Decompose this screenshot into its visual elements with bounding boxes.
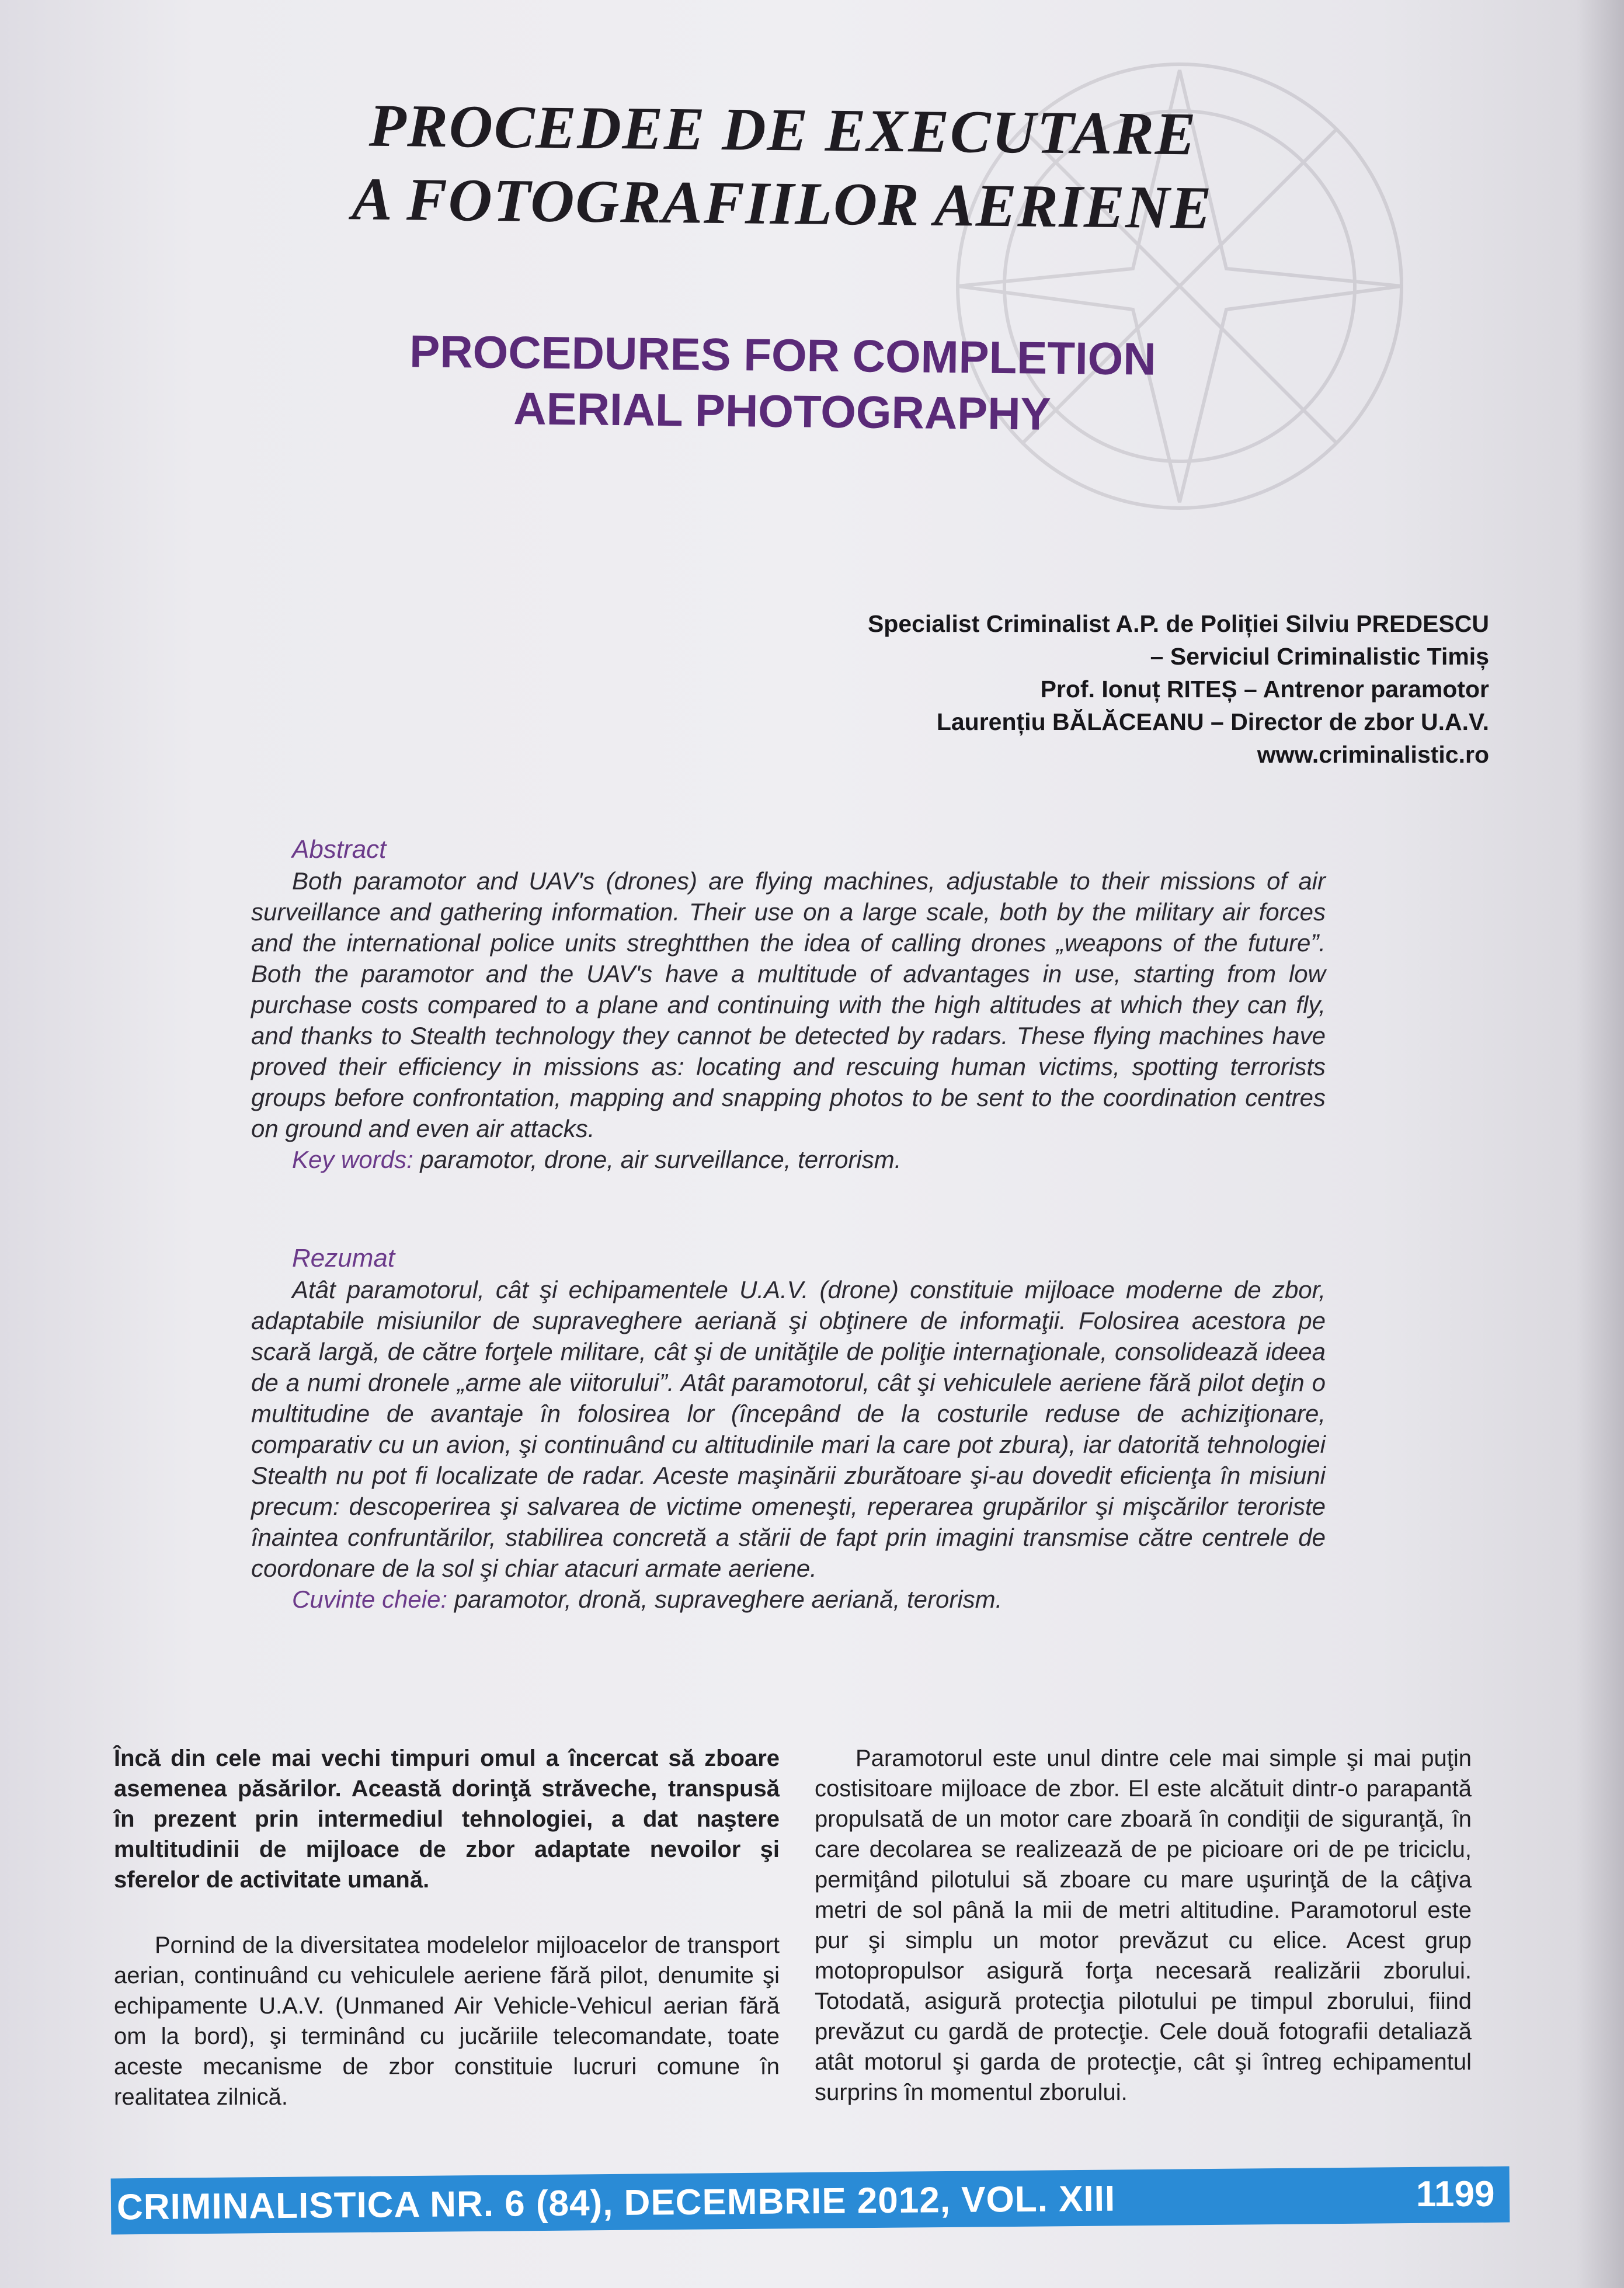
abstract-keywords-text: paramotor, drone, air surveillance, terrorism.	[413, 1146, 902, 1173]
intro-lead-paragraph: Încă din cele mai vechi timpuri omul a încercat să zboare asemenea păsărilor. Această dorinţă străveche, transpusă în prezent prin intermediul tehnologiei, a dat naştere multitudinii de mijloace de zbor adaptate nevoilor şi sferelor de activitate umană.	[114, 1745, 780, 1893]
rezumat-keywords-label: Cuvinte cheie:	[292, 1585, 448, 1613]
left-column	[114, 1743, 780, 2112]
right-paragraph: Paramotorul este unul dintre cele mai simple şi mai puţin costisitoare mijloace de zbor. El este alcătuit dintr-o parapantă propulsată de un motor care zboară în condiţii de siguranţă, în care decolarea se realizează de pe picioare ori de pe triciclu, permiţând pilotului să zboare cu mare uşurinţă de la câţiva metri de sol până la mii de metri altitudine. Paramotorul este pur şi simplu un motor prevăzut cu elice. Acest grup motopropulsor asigură forţa necesară realizării zborului. Totodată, asigură protecţia pilotului pe timpul zborului, fiind prevăzut cu gardă de protecţie. Cele două fotografii detaliază atât motorul şi garda de protecţie, cât şi întreg echipamentul surprins în momentul zborului.	[815, 1745, 1472, 2105]
abstract-heading: Abstract	[292, 835, 387, 864]
title-english-line-2: AERIAL PHOTOGRAPHY	[513, 383, 1052, 440]
rezumat-heading: Rezumat	[292, 1244, 395, 1272]
title-english	[397, 323, 1169, 443]
author-block	[747, 607, 1489, 771]
rezumat-keywords-text: paramotor, dronă, supraveghere aeriană, terorism.	[447, 1585, 1003, 1613]
page-edge-shadow	[1577, 0, 1624, 2288]
rezumat-section	[251, 1243, 1326, 1615]
abstract-body: Both paramotor and UAV's (drones) are flying machines, adjustable to their missions of air surveillance and gathering information. Their use on a large scale, both by the military air forces and the international police units streghtthen the idea of calling drones „weapons of the future”. Both the paramotor and the UAV's have a multitude of advantages in use, starting from low purchase costs compared to a plane and continuing with the high altitudes at which they can fly, and thanks to Stealth technology they cannot be detected by radars. These flying machines have proved their efficiency in missions as: locating and rescuing human victims, spotting terrorists groups before confrontation, mapping and snapping photos to be sent to the coordination centres on ground and even air attacks.	[251, 867, 1326, 1142]
author-line-3: Prof. Ionuț RITEȘ – Antrenor paramotor	[1040, 676, 1489, 703]
author-line-4: Laurențiu BĂLĂCEANU – Director de zbor U.A.V.	[936, 708, 1489, 735]
page-number: 1199	[1416, 2174, 1495, 2214]
title-english-line-1: PROCEDURES FOR COMPLETION	[409, 325, 1157, 385]
abstract-section	[251, 834, 1326, 1175]
abstract-keywords	[251, 1144, 1326, 1175]
abstract-keywords-label: Key words:	[292, 1146, 413, 1173]
left-paragraph: Pornind de la diversitatea modelelor mijloacelor de transport aerian, continuând cu vehiculele aeriene fără pilot, denumite şi echipamente U.A.V. (Unmaned Air Vehicle-Vehicul aerian fără om la bord), şi terminând cu jucăriile telecomandate, toate aceste mecanisme de zbor constituie lucruri comune în realitatea zilnică.	[114, 1932, 780, 2110]
author-line-2: – Serviciul Criminalistic Timiș	[1150, 643, 1489, 670]
rezumat-body: Atât paramotorul, cât şi echipamentele U.A.V. (drone) constituie mijloace moderne de zbor, adaptabile misiunilor de supraveghere aeriană şi obţinere de informaţii. Folosirea acestora pe scară largă, de către forţele militare, cât şi de unităţile de poliţie internaţionale, consolidează ideea de a numi dronele „arme ale viitorului”. Atât paramotorul, cât şi vehiculele aeriene fără pilot deţin o multitudine de avantaje în folosirea lor (începând de la costurile reduse de achiziţionare, comparativ cu un avion, şi continuând cu altitudinile mari la care pot zbura), iar datorită tehnologiei Stealth nu pot fi localizate de radar. Aceste maşinării zburătoare şi-au dovedit eficienţa în misiuni precum: descoperirea şi salvarea de victime omeneşti, reperarea grupărilor şi mişcărilor teroriste înaintea confruntărilor, stabilirea concretă a stării de fapt prin imagini transmise către centrele de coordonare de la sol şi chiar atacuri armate aeriene.	[251, 1276, 1326, 1582]
title-romanian-line-1: PROCEDEE DE EXECUTARE	[368, 92, 1197, 168]
footer-journal-title: CRIMINALISTICA NR. 6 (84), DECEMBRIE 2012, VOL. XIII	[116, 2178, 1116, 2228]
title-romanian-line-2: A FOTOGRAFIILOR AERIENE	[352, 165, 1213, 242]
author-line-1: Specialist Criminalist A.P. de Poliției Silviu PREDESCU	[867, 610, 1489, 637]
right-column	[815, 1743, 1472, 2108]
rezumat-keywords	[251, 1584, 1326, 1615]
website-url[interactable]: www.criminalistic.ro	[1257, 741, 1489, 768]
title-romanian	[326, 89, 1239, 245]
